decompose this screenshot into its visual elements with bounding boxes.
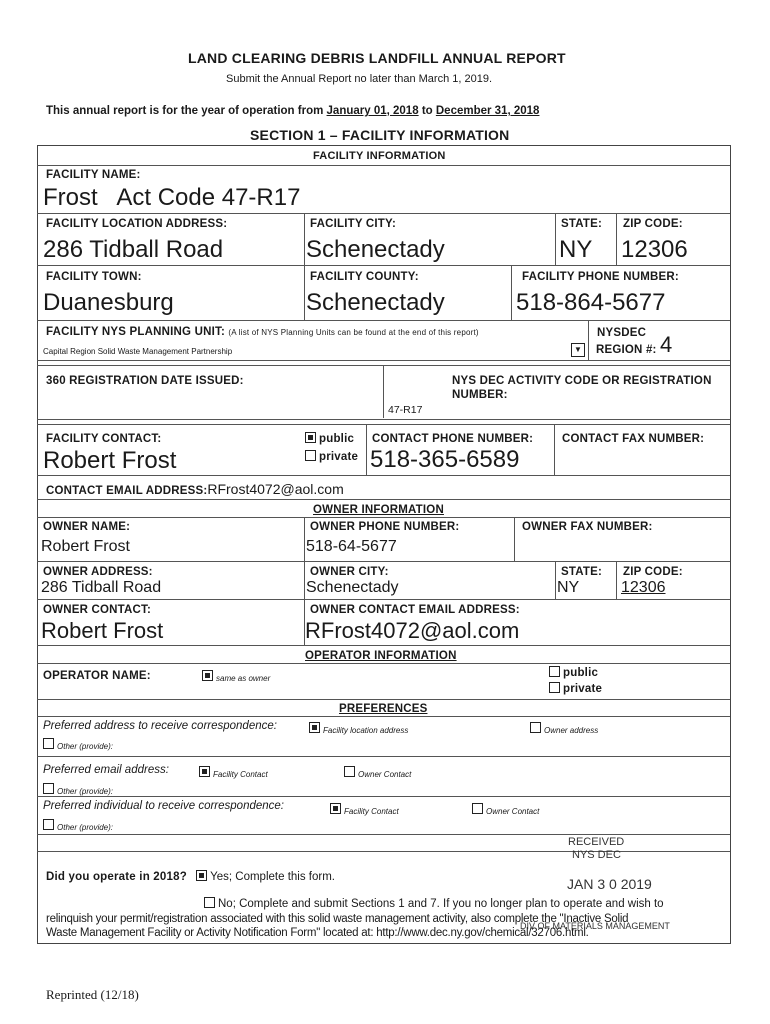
- pref-indiv-other-text: Other (provide):: [57, 823, 114, 832]
- same-as-owner-checkbox[interactable]: [202, 670, 213, 681]
- facility-city-label: FACILITY CITY:: [310, 218, 397, 230]
- region-label-2: REGION #:: [596, 344, 657, 356]
- pref-address-label: Preferred address to receive correspondence:: [43, 720, 277, 732]
- pref-indiv-opt2-checkbox[interactable]: [472, 803, 483, 814]
- planning-note: (A list of NYS Planning Units can be found at the end of this report): [228, 328, 479, 337]
- facility-name-value[interactable]: Frost Act Code 47-R17: [43, 184, 301, 211]
- pref-email-other-text: Other (provide):: [57, 787, 114, 796]
- operator-private-text: private: [563, 683, 603, 695]
- pref-email-label: Preferred email address:: [43, 764, 169, 776]
- contact-phone-value[interactable]: 518-365-6589: [370, 446, 520, 473]
- owner-address-value[interactable]: 286 Tidball Road: [41, 579, 162, 596]
- facility-county-label: FACILITY COUNTY:: [310, 271, 419, 283]
- contact-email-label: CONTACT EMAIL ADDRESS:: [46, 485, 208, 497]
- operate-yes-checkbox[interactable]: [196, 870, 207, 881]
- received-stamp: [560, 836, 624, 862]
- facility-contact-label: FACILITY CONTACT:: [46, 433, 162, 445]
- pref-email-other-checkbox[interactable]: [43, 783, 54, 794]
- owner-contact-email-value[interactable]: RFrost4072@aol.com: [305, 618, 520, 643]
- owner-name-label: OWNER NAME:: [43, 521, 131, 533]
- planning-dropdown-button[interactable]: ▼: [571, 343, 585, 357]
- operate-no-checkbox[interactable]: [204, 897, 215, 908]
- operator-public-checkbox[interactable]: [549, 666, 560, 677]
- facility-county-value[interactable]: Schenectady: [306, 289, 445, 316]
- operate-no-text-2: relinquish your permit/registration associated with this solid waste management activity, also complete the "Inactive Solid: [46, 913, 629, 925]
- pref-email-opt1[interactable]: [199, 764, 268, 782]
- pref-address-opt2[interactable]: [530, 720, 598, 738]
- pref-indiv-opt1[interactable]: [330, 801, 399, 819]
- facility-town-label: FACILITY TOWN:: [46, 271, 142, 283]
- operator-info-band: OPERATOR INFORMATION: [305, 650, 457, 662]
- period-start: January 01, 2018: [326, 105, 419, 117]
- private-radio[interactable]: [305, 451, 358, 463]
- pref-indiv-other[interactable]: [43, 817, 113, 835]
- owner-city-label: OWNER CITY:: [310, 566, 389, 578]
- owner-fax-label: OWNER FAX NUMBER:: [522, 521, 653, 533]
- facility-town-value[interactable]: Duanesburg: [43, 289, 174, 316]
- period-to: to: [421, 105, 433, 117]
- owner-zip-value[interactable]: 12306: [621, 579, 666, 596]
- public-text: public: [319, 433, 355, 445]
- facility-phone-label: FACILITY PHONE NUMBER:: [522, 271, 679, 283]
- owner-name-value[interactable]: Robert Frost: [41, 538, 130, 555]
- contact-phone-label: CONTACT PHONE NUMBER:: [372, 433, 534, 445]
- contact-email-row: [46, 481, 344, 499]
- operate-no-text-1: No; Complete and submit Sections 1 and 7. If you no longer plan to operate and wish to: [218, 898, 664, 910]
- activity-label-2: NUMBER:: [452, 389, 508, 401]
- pref-address-opt1-checkbox[interactable]: [309, 722, 320, 733]
- pref-address-opt2-checkbox[interactable]: [530, 722, 541, 733]
- operator-private-checkbox[interactable]: [549, 682, 560, 693]
- pref-indiv-opt1-text: Facility Contact: [344, 807, 399, 816]
- reg-date-label: 360 REGISTRATION DATE ISSUED:: [46, 375, 244, 387]
- facility-city-value[interactable]: Schenectady: [306, 236, 445, 263]
- owner-zip-label: ZIP CODE:: [623, 566, 683, 578]
- owner-info-band: OWNER INFORMATION: [313, 504, 444, 516]
- private-checkbox[interactable]: [305, 450, 316, 461]
- pref-indiv-other-checkbox[interactable]: [43, 819, 54, 830]
- operate-yes-text: Yes; Complete this form.: [210, 871, 335, 883]
- period-end: December 31, 2018: [435, 105, 540, 117]
- pref-email-opt2-checkbox[interactable]: [344, 766, 355, 777]
- private-text: private: [319, 451, 359, 463]
- report-subtitle: Submit the Annual Report no later than March 1, 2019.: [226, 73, 492, 85]
- owner-state-label: STATE:: [561, 566, 603, 578]
- pref-email-opt2-text: Owner Contact: [358, 770, 412, 779]
- pref-address-opt1[interactable]: [309, 720, 408, 738]
- report-title: LAND CLEARING DEBRIS LANDFILL ANNUAL REPORT: [188, 50, 566, 66]
- operate-question-row: [46, 871, 335, 883]
- facility-zip-value[interactable]: 12306: [621, 236, 688, 263]
- period-prefix: This annual report is for the year of operation from: [46, 105, 324, 117]
- facility-location-value[interactable]: 286 Tidball Road: [43, 236, 224, 263]
- preferences-band: PREFERENCES: [339, 703, 428, 715]
- contact-email-value[interactable]: RFrost4072@aol.com: [207, 481, 344, 497]
- operator-public-text: public: [563, 667, 599, 679]
- facility-state-value[interactable]: NY: [559, 236, 593, 263]
- facility-location-label: FACILITY LOCATION ADDRESS:: [46, 218, 228, 230]
- public-checkbox[interactable]: [305, 432, 316, 443]
- operator-name-label: OPERATOR NAME:: [43, 670, 151, 682]
- owner-contact-email-label: OWNER CONTACT EMAIL ADDRESS:: [310, 604, 520, 616]
- owner-address-label: OWNER ADDRESS:: [43, 566, 153, 578]
- operate-no-text-3: Waste Management Facility or Activity Notification Form" located at: http://www.dec.ny.gov/chemical/32706.html.: [46, 927, 589, 939]
- same-as-owner-option[interactable]: [202, 668, 270, 686]
- report-period: [46, 105, 539, 117]
- pref-address-opt1-text: Facility location address: [323, 726, 409, 735]
- owner-contact-value[interactable]: Robert Frost: [41, 618, 164, 643]
- pref-indiv-opt2-text: Owner Contact: [486, 807, 540, 816]
- same-as-owner-text: same as owner: [216, 674, 271, 683]
- planning-unit-label: [46, 326, 479, 338]
- pref-address-other-checkbox[interactable]: [43, 738, 54, 749]
- operator-private-option[interactable]: [549, 683, 602, 695]
- pref-address-other-text: Other (provide):: [57, 742, 114, 751]
- facility-zip-label: ZIP CODE:: [623, 218, 683, 230]
- pref-email-opt2[interactable]: [344, 764, 411, 782]
- pref-address-other[interactable]: [43, 736, 113, 754]
- owner-city-value[interactable]: Schenectady: [306, 579, 399, 596]
- facility-state-label: STATE:: [561, 218, 603, 230]
- owner-phone-label: OWNER PHONE NUMBER:: [310, 521, 460, 533]
- pref-indiv-opt2[interactable]: [472, 801, 539, 819]
- section1-title: SECTION 1 – FACILITY INFORMATION: [250, 127, 510, 143]
- facility-contact-value[interactable]: Robert Frost: [43, 447, 177, 474]
- planning-unit-value[interactable]: Capital Region Solid Waste Management Partnership: [43, 347, 233, 356]
- facility-name-label: FACILITY NAME:: [46, 169, 141, 181]
- contact-fax-label: CONTACT FAX NUMBER:: [562, 433, 705, 445]
- owner-phone-value[interactable]: 518-64-5677: [306, 538, 397, 555]
- pref-indiv-label: Preferred individual to receive correspondence:: [43, 800, 284, 812]
- activity-value[interactable]: 47-R17: [388, 404, 423, 416]
- operate-no-row: [204, 898, 664, 910]
- public-radio[interactable]: [305, 433, 354, 445]
- owner-state-value[interactable]: NY: [557, 579, 580, 596]
- planning-label-text: FACILITY NYS PLANNING UNIT:: [46, 326, 225, 338]
- pref-email-opt1-text: Facility Contact: [213, 770, 268, 779]
- stamp-nysdec: NYS DEC: [572, 849, 621, 861]
- reprinted-note: Reprinted (12/18): [46, 987, 139, 1002]
- pref-email-opt1-checkbox[interactable]: [199, 766, 210, 777]
- region-label-1: NYSDEC: [597, 327, 647, 339]
- activity-label-1: NYS DEC ACTIVITY CODE OR REGISTRATION: [452, 375, 712, 387]
- owner-contact-label: OWNER CONTACT:: [43, 604, 151, 616]
- stamp-received: RECEIVED: [568, 836, 625, 848]
- facility-phone-value[interactable]: 518-864-5677: [516, 289, 666, 316]
- pref-address-opt2-text: Owner address: [544, 726, 599, 735]
- stamp-division: DIV OF MATERIALS MANAGEMENT: [520, 921, 670, 931]
- operate-question: Did you operate in 2018?: [46, 871, 187, 883]
- facility-info-band: FACILITY INFORMATION: [313, 150, 446, 162]
- operator-public-option[interactable]: [549, 667, 598, 679]
- region-value[interactable]: 4: [660, 332, 673, 357]
- pref-indiv-opt1-checkbox[interactable]: [330, 803, 341, 814]
- stamp-date: JAN 3 0 2019: [567, 876, 652, 892]
